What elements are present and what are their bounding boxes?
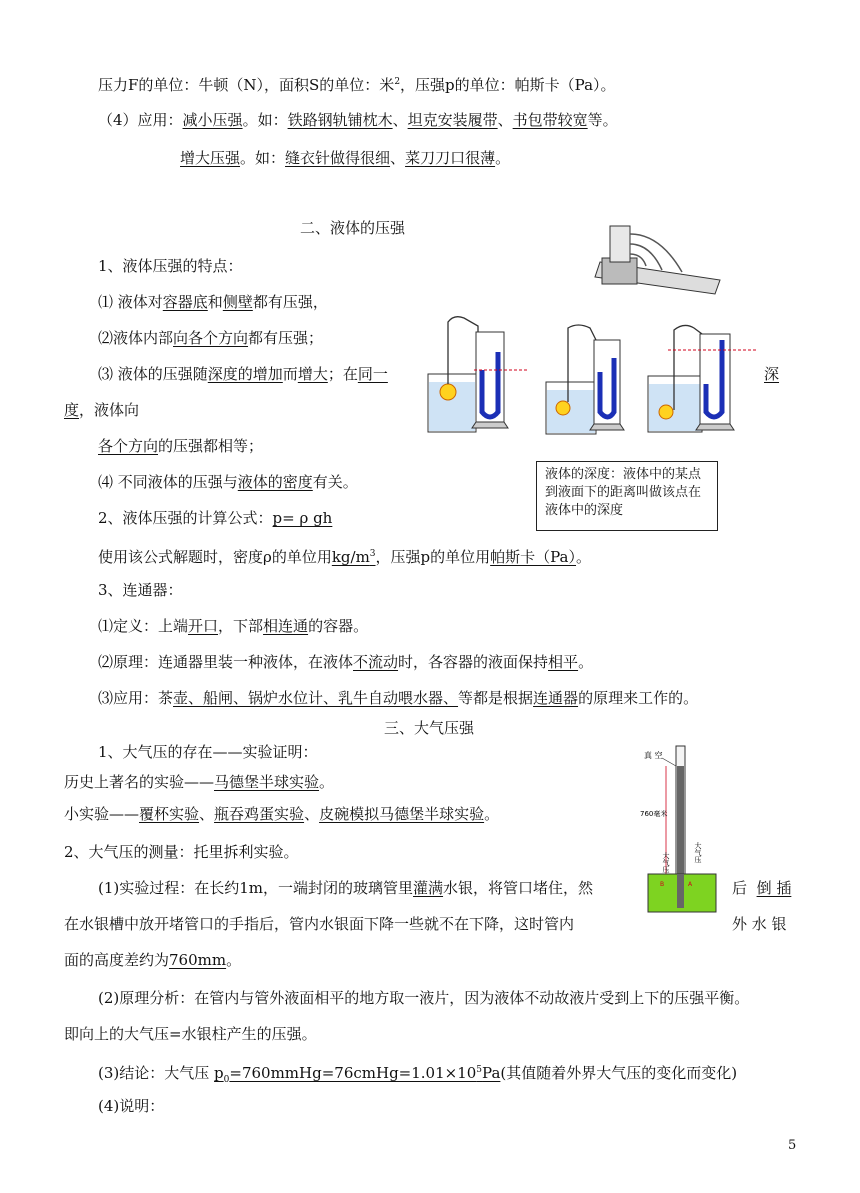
section-heading-atmospheric: 三、大气压强 — [384, 719, 475, 737]
point-a-label: A — [688, 881, 693, 888]
gauge-setup-1 — [428, 317, 528, 432]
gauge-setup-3 — [648, 325, 758, 432]
gauge-setup-2 — [546, 325, 624, 434]
atm-existence: 1、大气压的存在——实验证明： — [98, 743, 318, 761]
feature-4: ⑷ 不同液体的压强与液体的密度有关。 — [98, 473, 358, 491]
feature-3-tail: 深 — [764, 365, 780, 383]
torricelli-conclusion: (3)结论：大气压 $p_0=760mmHg=76cmHg=1.01\times 10^5Pa$(其值随着外界大气压的变化而变化) — [98, 1064, 738, 1085]
torricelli-step-1: (1)实验过程：在长约1m，一端封闭的玻璃管里灌满水银，将管口堵住，然 — [98, 879, 594, 897]
line-applications: （4）应用：减小压强。如：铁路钢轨铺枕木、坦克安装履带、书包带较宽等。 — [98, 111, 618, 129]
torricelli-step-1b: 在水银槽中放开堵管口的手指后，管内水银面下降一些就不在下降，这时管内 — [64, 915, 575, 933]
line-pressure-units: 压力F的单位：牛顿（N），面积S的单位：米$^2$，压强p的单位：帕斯卡（Pa）。 — [98, 76, 616, 94]
spouting-container-figure — [590, 222, 725, 300]
torricelli-step-1b-tail: 外 水 银 — [732, 915, 787, 933]
atm-historic: 历史上著名的实验——马德堡半球实验。 — [64, 773, 335, 791]
vacuum-label: 真 空 — [644, 751, 663, 760]
feature-2: ⑵液体内部向各个方向都有压强； — [98, 329, 324, 347]
atm-small-experiments: 小实验——覆杯实验、瓶吞鸡蛋实验、皮碗模拟马德堡半球实验。 — [64, 805, 500, 823]
torricelli-analysis-2: 即向上的大气压=水银柱产生的压强。 — [64, 1025, 317, 1043]
atm-label-left: 大气压 — [662, 852, 670, 873]
section-heading-liquid-pressure: 二、液体的压强 — [300, 219, 406, 237]
feature-3-end: 各个方向的压强都相等； — [98, 437, 264, 455]
subheading-liquid-features: 1、液体压强的特点： — [98, 257, 243, 275]
torricelli-notes: (4)说明： — [98, 1097, 165, 1115]
vessel-application: ⑶应用：茶壶、船闸、锅炉水位计、乳牛自动喂水器、等都是根据连通器的原理来工作的。 — [98, 689, 699, 707]
formula-line: 2、液体压强的计算公式：p= ρ gh — [98, 509, 333, 527]
atm-label-right: 大气压 — [694, 842, 702, 863]
vessel-definition: ⑴定义：上端开口，下部相连通的容器。 — [98, 617, 369, 635]
line-increase-pressure: 增大压强。如：缝衣针做得很细、菜刀刀口很薄。 — [180, 149, 511, 167]
torricelli-figure — [640, 742, 720, 914]
formula-units: 使用该公式解题时，密度ρ的单位用$kg/m^3$，压强p的单位用帕斯卡（Pa）。 — [98, 548, 592, 566]
torricelli-analysis: (2)原理分析：在管内与管外液面相平的地方取一液片，因为液体不动故液片受到上下的压强平衡。 — [98, 989, 750, 1007]
feature-1: ⑴ 液体对容器底和侧壁都有压强， — [98, 293, 328, 311]
depth-definition-note: 液体的深度：液体中的某点到液面下的距离叫做该点在液体中的深度 — [536, 461, 718, 531]
torricelli-step-1-tail: 后 倒 插 — [732, 879, 792, 897]
liquid-pressure-gauge-figure — [418, 312, 758, 438]
atm-measurement: 2、大气压的测量：托里拆利实验。 — [64, 843, 299, 861]
page-number: 5 — [788, 1138, 797, 1153]
feature-3: ⑶ 液体的压强随深度的增加而增大；在同一 — [98, 365, 388, 383]
point-b-label: B — [660, 881, 665, 888]
height-label: 760毫米 — [640, 810, 668, 818]
vessel-principle: ⑵原理：连通器里装一种液体，在液体不流动时，各容器的液面保持相平。 — [98, 653, 594, 671]
torricelli-step-1c: 面的高度差约为760mm。 — [64, 951, 242, 969]
subheading-connected-vessels: 3、连通器： — [98, 581, 183, 599]
feature-3-cont: 度，液体向 — [64, 401, 140, 419]
